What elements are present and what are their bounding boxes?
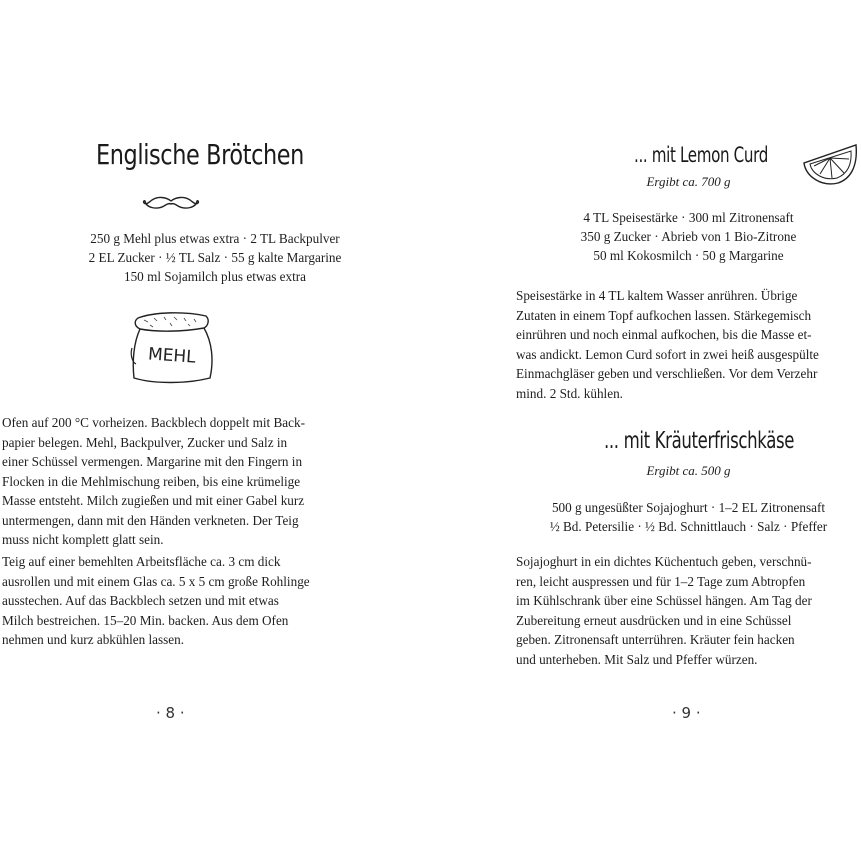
yield-label: Ergibt ca. 700 g [646,174,731,189]
text-line: einer Schüssel vermengen. Margarine mit den Fingern in [2,454,303,469]
instructions-paragraph [2,552,310,650]
text-line: Masse entsteht. Milch zugießen und mit einer Gabel kurz [2,493,305,508]
text-line: ausrollen und mit einem Glas ca. 5 x 5 cm große Rohlinge [2,573,310,589]
page-number: · 9 · [672,704,701,722]
text-line: Ofen auf 200 °C vorheizen. Backblech doppelt mit Back- [2,415,305,430]
text-line: Zubereitung erneut ausdrücken und in eine Schüssel [516,612,792,628]
yield-label: Ergibt ca. 500 g [646,463,731,478]
jar-label: MEHL [147,344,197,368]
text-line: und unterheben. Mit Salz und Pfeffer würzen. [516,651,758,667]
right-page [430,0,861,861]
section-title: ... mit Lemon Curd [634,143,768,167]
text-line: Milch bestreichen. 15–20 Min. backen. Aus dem Ofen [2,612,289,628]
ingredient-line: 4 TL Speisestärke · 300 ml Zitronensaft [583,210,794,225]
text-line: Speisestärke in 4 TL kaltem Wasser anrühren. Übrige [516,288,798,303]
text-line: einrühren und noch einmal aufkochen, bis die Masse et- [516,327,812,342]
ingredient-line: 2 EL Zucker · ½ TL Salz · 55 g kalte Margarine [88,250,342,265]
instructions-paragraph [516,286,819,403]
mustache-icon [142,193,200,213]
page-number: · 8 · [156,704,185,722]
recipe-title: Englische Brötchen [96,138,304,171]
text-line: papier belegen. Mehl, Backpulver, Zucker und Salz in [2,434,288,450]
ingredient-line: 250 g Mehl plus etwas extra · 2 TL Backpulver [90,231,340,246]
section-title: ... mit Kräuterfrischkäse [604,428,795,454]
ingredient-line: 50 ml Kokosmilch · 50 g Margarine [593,248,784,263]
text-line: ausstechen. Auf das Backblech setzen und mit etwas [2,593,279,608]
ingredient-line: 350 g Zucker · Abrieb von 1 Bio-Zitrone [580,229,797,244]
instructions-paragraph [516,552,812,669]
instructions-paragraph [2,413,305,550]
ingredient-line: ½ Bd. Petersilie · ½ Bd. Schnittlauch · Salz · Pfeffer [549,519,828,534]
text-line: ren, leicht auspressen und für 1–2 Tage zum Abtropfen [516,573,806,589]
text-line: Zutaten in einem Topf aufkochen lassen. Stärkegemisch [516,307,812,323]
text-line: nehmen und kurz abkühlen lassen. [2,632,185,647]
ingredient-line: 150 ml Sojamilch plus etwas extra [123,269,307,284]
text-line: geben. Zitronensaft unterrühren. Kräuter fein hacken [516,632,795,647]
text-line: Sojajoghurt in ein dichtes Küchentuch geben, verschnü- [516,554,812,569]
text-line: muss nicht komplett glatt sein. [2,532,164,547]
flour-jar-icon [124,308,220,388]
text-line: im Kühlschrank über eine Schüssel hängen. Am Tag der [516,593,812,608]
text-line: Teig auf einer bemehlten Arbeitsfläche ca. 3 cm dick [2,554,281,569]
text-line: untermengen, dann mit den Händen verkneten. Der Teig [2,512,299,528]
text-line: Flocken in die Mehlmischung reiben, bis eine krümelige [2,473,301,489]
ingredient-line: 500 g ungesüßter Sojajoghurt · 1–2 EL Zitronensaft [551,500,826,515]
left-page [0,0,430,861]
text-line: was andickt. Lemon Curd sofort in zwei heiß ausgespülte [516,346,819,362]
text-line: mind. 2 Std. kühlen. [516,385,623,401]
text-line: Einmachgläser geben und verschließen. Vor dem Verzehr [516,366,818,381]
